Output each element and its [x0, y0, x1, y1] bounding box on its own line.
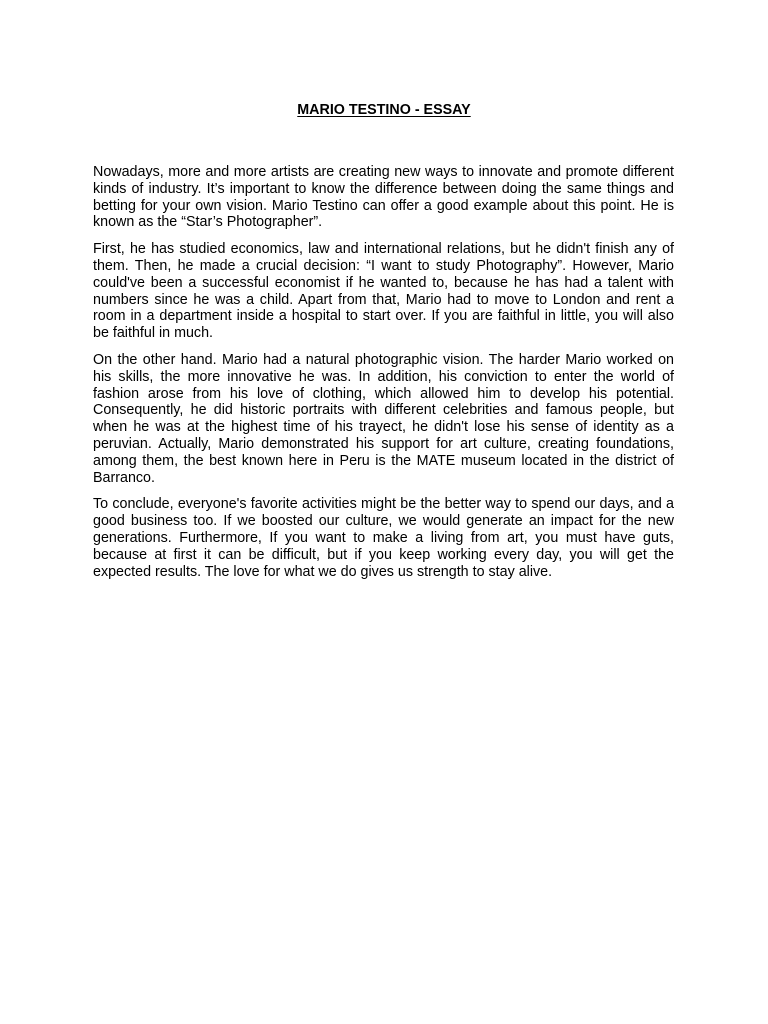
paragraph-2: First, he has studied economics, law and international relations, but he didn't finish any of them. Then, he made a crucial decision: “I want to study Photography”. However, Mario could've been a successful economist if he wanted to, because he has had a talent with numbers since he was a child. Apart from that, Mario had to move to London and rent a room in a department inside a hospital to start over. If you are faithful in little, you will also be faithful in much. [93, 241, 674, 342]
essay-body [93, 164, 674, 590]
essay-title: MARIO TESTINO - ESSAY [297, 102, 471, 118]
paragraph-4: To conclude, everyone's favorite activities might be the better way to spend our days, and a good business too. If we boosted our culture, we would generate an impact for the new generations. Furthermore, If you want to make a living from art, you must have guts, because at first it can be difficult, but if you keep working every day, you will get the expected results. The love for what we do gives us strength to stay alive. [93, 496, 674, 580]
paragraph-3: On the other hand. Mario had a natural photographic vision. The harder Mario worked on his skills, the more innovative he was. In addition, his conviction to enter the world of fashion arose from his love of clothing, which allowed him to develop his potential. Consequently, he did historic portraits with different celebrities and famous people, but when he was at the highest time of his trayect, he didn't lose his sense of identity as a peruvian. Actually, Mario demonstrated his support for art culture, creating foundations, among them, the best known here in Peru is the MATE museum located in the district of Barranco. [93, 351, 674, 486]
paragraph-1: Nowadays, more and more artists are creating new ways to innovate and promote different kinds of industry. It’s important to know the difference between doing the same things and betting for your own vision. Mario Testino can offer a good example about this point. He is known as the “Star’s Photographer”. [93, 164, 674, 231]
